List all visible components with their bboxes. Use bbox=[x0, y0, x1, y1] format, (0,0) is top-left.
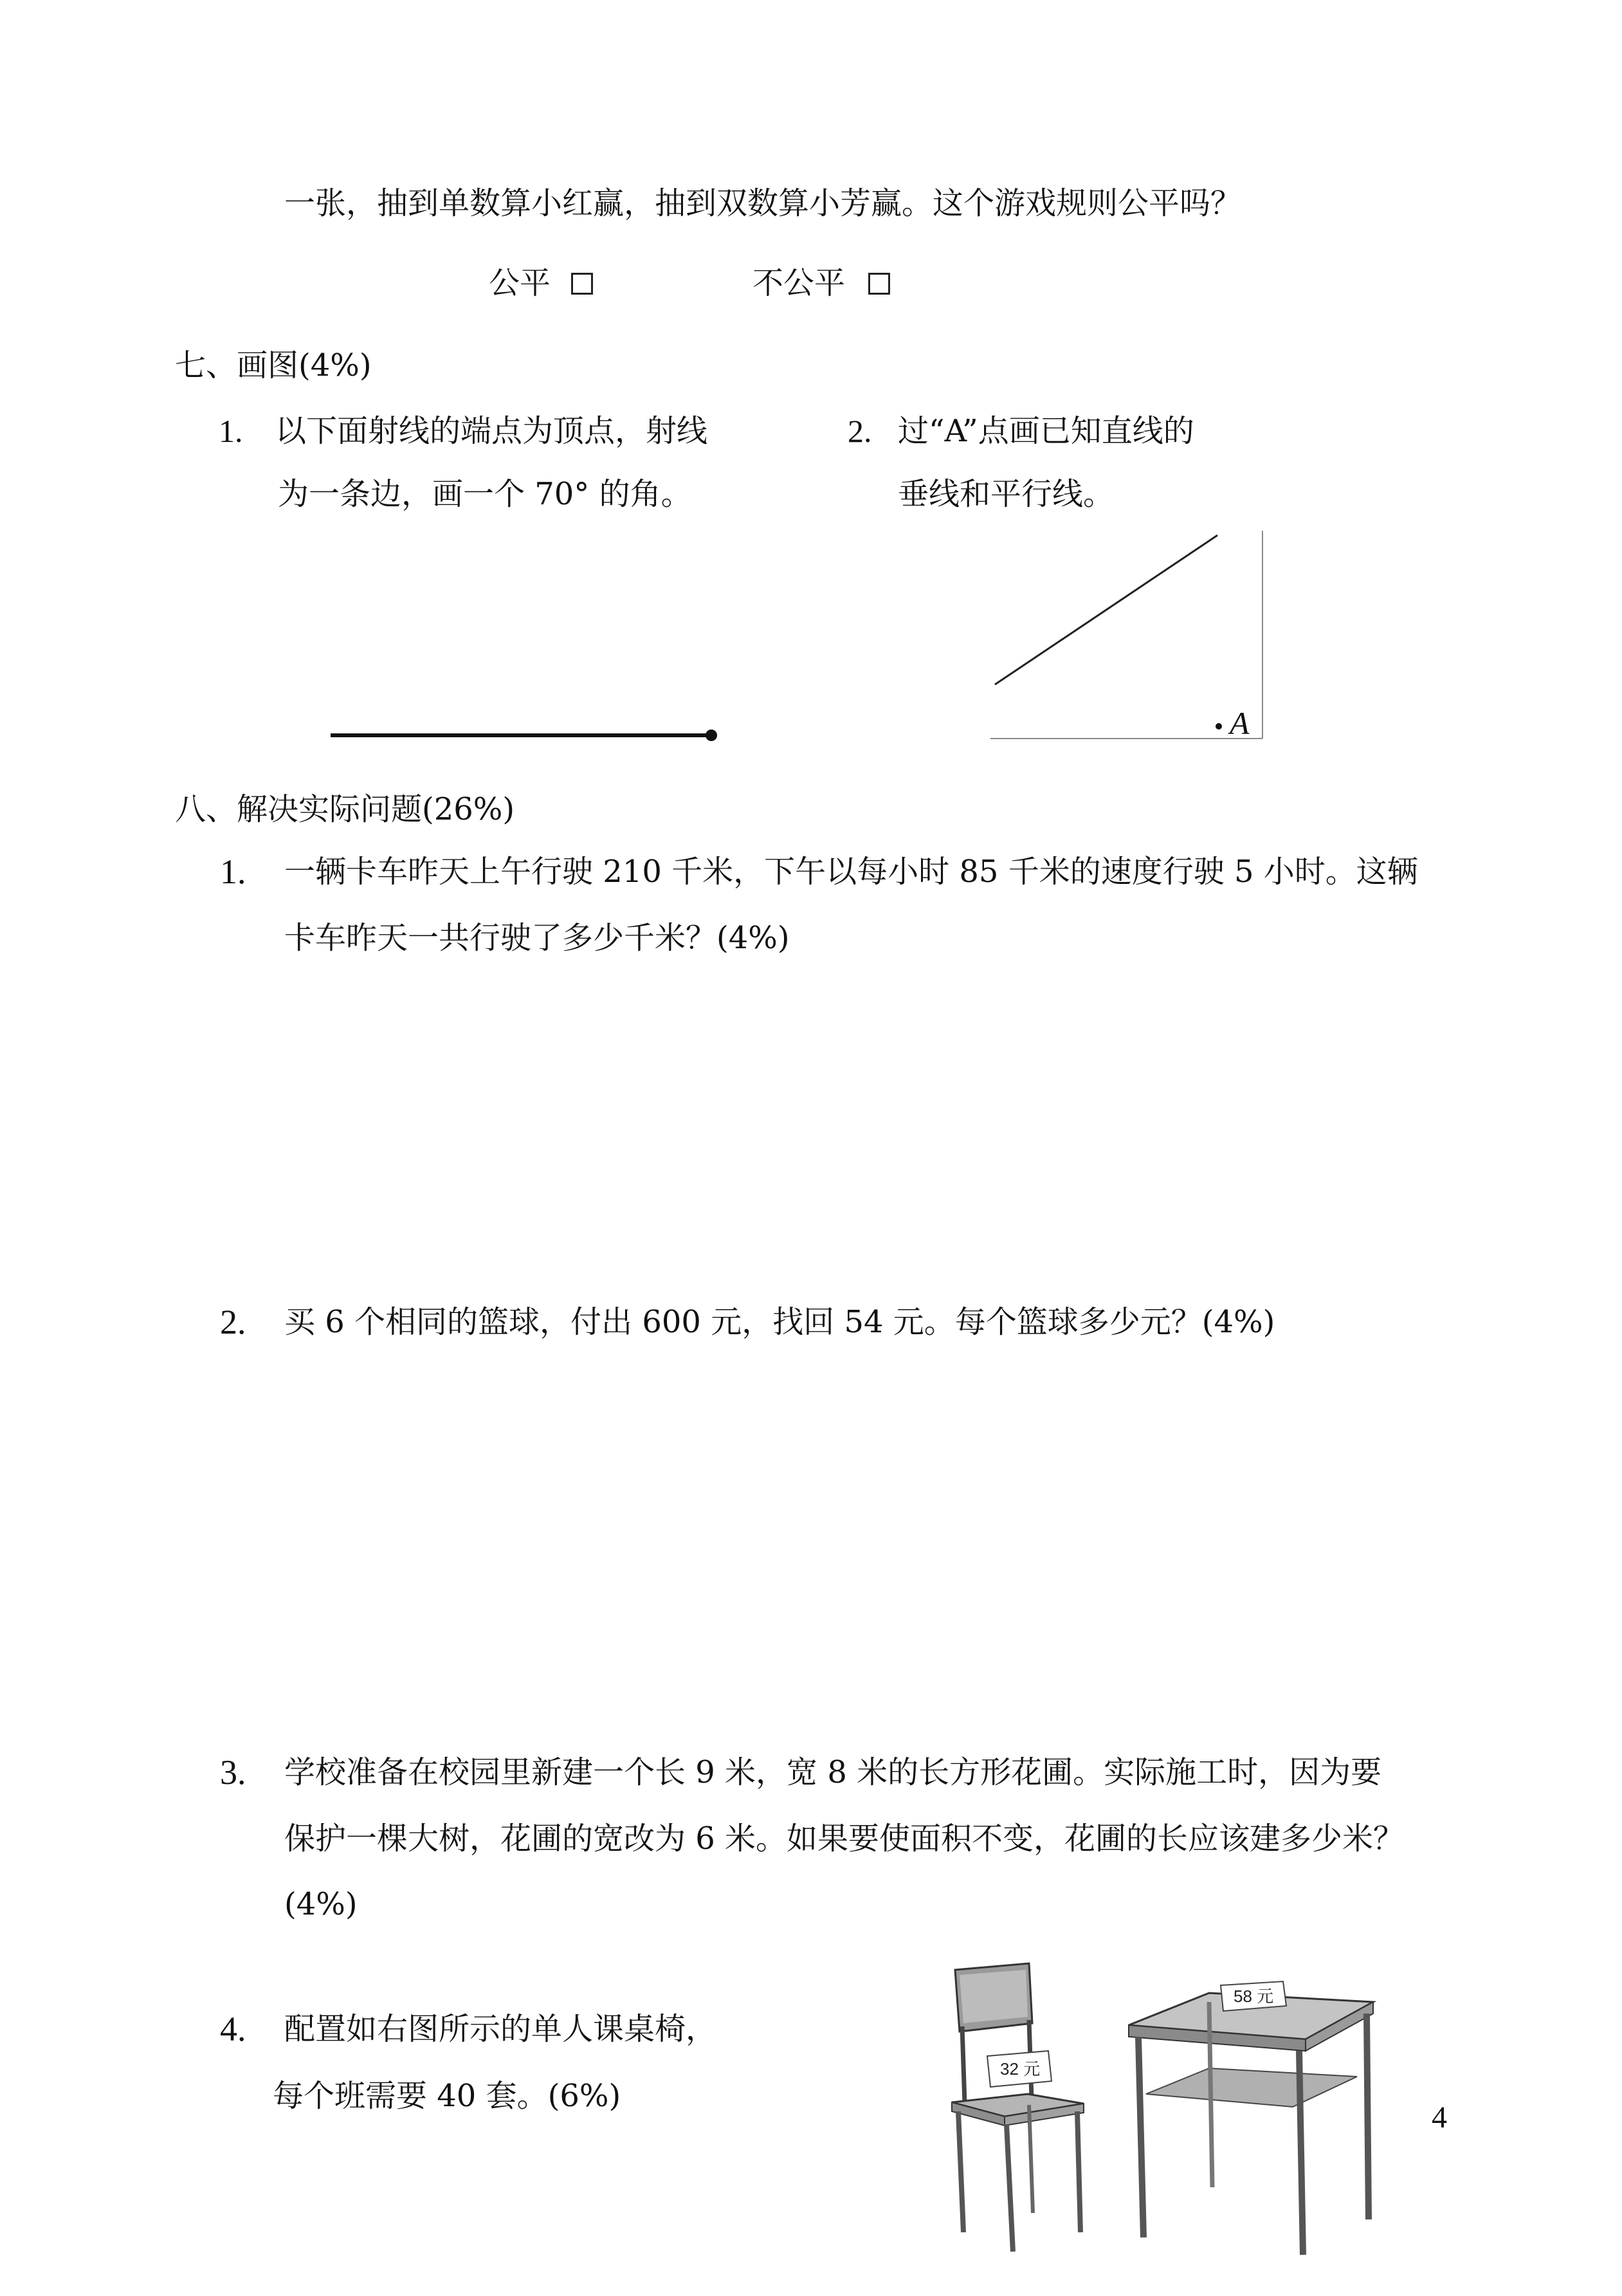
chair-price-tag: 32 元 bbox=[1000, 2059, 1041, 2079]
point-a-label: A bbox=[1230, 705, 1250, 741]
s7-q2-number: 2. bbox=[848, 413, 872, 449]
section-7-heading: 七、画图(4%) bbox=[175, 347, 372, 383]
s8-q3-number: 3. bbox=[220, 1753, 246, 1792]
desk-price-tag: 58 元 bbox=[1234, 1987, 1274, 2006]
s8-q3-line2: 保护一棵大树，花圃的宽改为 6 米。如果要使面积不变，花圃的长应该建多少米？ bbox=[284, 1821, 1405, 1857]
section-8-heading: 八、解决实际问题(26%) bbox=[175, 791, 515, 827]
s8-q1-line1: 一辆卡车昨天上午行驶 210 千米，下午以每小时 85 千米的速度行驶 5 小时。这辆 bbox=[284, 854, 1418, 890]
s7-q2-line2: 垂线和平行线。 bbox=[898, 476, 1115, 512]
s7-q1-line1: 以下面射线的端点为顶点，射线 bbox=[275, 413, 708, 449]
s8-q1-line2: 卡车昨天一共行驶了多少千米？(4%) bbox=[284, 920, 790, 956]
s7-q2-line1: 过“A”点画已知直线的 bbox=[898, 413, 1194, 449]
desk-image bbox=[1129, 1981, 1373, 2255]
s8-q3-line3: (4%) bbox=[284, 1886, 358, 1922]
option-unfair-label: 不公平 bbox=[752, 265, 846, 301]
option-fair-label: 公平 bbox=[489, 265, 551, 301]
s8-q4-line1: 配置如右图所示的单人课桌椅， bbox=[284, 2011, 717, 2047]
continuation-text: 一张，抽到单数算小红赢，抽到双数算小芳赢。这个游戏规则公平吗？ bbox=[284, 185, 1242, 221]
s8-q2-line1: 买 6 个相同的篮球，付出 600 元，找回 54 元。每个篮球多少元？(4%) bbox=[284, 1304, 1275, 1340]
s8-q4-line2: 每个班需要 40 套。(6%) bbox=[273, 2078, 621, 2114]
page-number: 4 bbox=[1432, 2100, 1447, 2135]
s8-q4-number: 4. bbox=[220, 2010, 246, 2048]
s7-q1-number: 1. bbox=[219, 413, 243, 449]
s7-q1-line2: 为一条边，画一个 70° 的角。 bbox=[278, 476, 692, 512]
s8-q1-number: 1. bbox=[220, 852, 246, 891]
s8-q3-line1: 学校准备在校园里新建一个长 9 米，宽 8 米的长方形花圃。实际施工时，因为要 bbox=[284, 1754, 1382, 1790]
chair-image bbox=[952, 1963, 1084, 2252]
s8-q2-number: 2. bbox=[220, 1303, 246, 1341]
